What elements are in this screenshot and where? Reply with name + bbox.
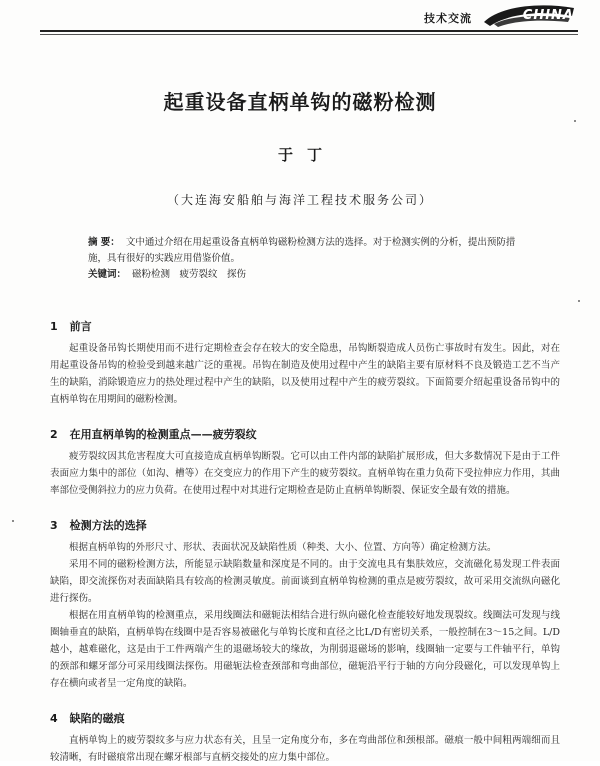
section-title: 前言 <box>69 320 92 333</box>
abstract-line <box>88 235 528 267</box>
abstract-text: 文中通过介绍在用起重设备直柄单钩磁粉检测方法的选择。对于检测实例的分析，提出预防措施，具有很好的实践应用借鉴价值。 <box>88 237 516 264</box>
body-paragraph: 起重设备吊钩长期使用而不进行定期检查会存在较大的安全隐患，吊钩断裂造成人员伤亡事故时有发生。因此，对在用起重设备吊钩的检验受到越来越广泛的重视。吊钩在制造及使用过程中产生的缺陷主要有原材料不良及锻造工艺不当产生的缺陷，消除锻造应力的热处理过程中产生的缺陷，以及使用过程中产生的疲劳裂纹。下面简要介绍起重设备吊钩中的直柄单钩在用期间的磁粉检测。 <box>50 343 560 405</box>
scan-speck <box>12 520 14 522</box>
keywords-label: 关键词： <box>88 269 127 280</box>
section-heading <box>50 426 560 442</box>
abstract-block <box>88 235 528 283</box>
section-heading <box>50 710 560 726</box>
page-header <box>424 2 576 28</box>
section-number: 1 <box>50 320 58 333</box>
keywords-line <box>88 267 528 283</box>
body-paragraph: 根据直柄单钩的外形尺寸、形状、表面状况及缺陷性质（种类、大小、位置、方向等）确定检测方法。 <box>69 542 497 553</box>
article-title: 起重设备直柄单钩的磁粉检测 <box>163 90 437 114</box>
body-paragraph: 疲劳裂纹因其危害程度大可直接造成直柄单钩断裂。它可以由工件内部的缺陷扩展形成，但大多数情况下是由于工件表面应力集中的部位（如沟、槽等）在交变应力的作用下产生的疲劳裂纹。直柄单钩在重力负荷下受拉伸应力作用，其曲率部位受侧斜拉力的应力负荷。在使用过程中对其进行定期检查是防止直柄单钩断裂、保证安全最有效的措施。 <box>50 451 560 496</box>
body-paragraph: 直柄单钩上的疲劳裂纹多与应力状态有关，且呈一定角度分布，多在弯曲部位和颈根部。磁痕一般中间粗两端细而且较清晰，有时磁痕常出现在螺牙根部与直柄交接处的应力集中部位。 <box>50 735 560 763</box>
header-rule <box>40 30 578 32</box>
section-number: 3 <box>50 519 58 532</box>
section-title: 缺陷的磁痕 <box>69 712 125 725</box>
section-number: 4 <box>50 712 58 725</box>
author-affiliation: （大连海安船舶与海洋工程技术服务公司） <box>166 193 433 207</box>
article-author: 于丁 <box>277 146 336 164</box>
scan-speck <box>578 300 580 302</box>
section-title: 在用直柄单钩的检测重点——疲劳裂纹 <box>69 428 257 441</box>
section-spacer <box>50 499 560 509</box>
section-number: 2 <box>50 428 58 441</box>
section-heading <box>50 517 560 533</box>
section-spacer <box>50 408 560 418</box>
journal-logo <box>480 2 576 28</box>
logo-text: CHINA <box>522 8 574 23</box>
header-section-label: 技术交流 <box>424 12 472 25</box>
header-rule-thin <box>40 34 578 35</box>
section-heading <box>50 318 560 334</box>
section-title: 检测方法的选择 <box>69 519 147 532</box>
section-spacer <box>50 692 560 702</box>
scan-speck <box>574 120 576 122</box>
article-body <box>50 310 560 766</box>
keywords-text: 磁粉检测 疲劳裂纹 探伤 <box>132 269 247 280</box>
body-paragraph: 采用不同的磁粉检测方法，所能显示缺陷数量和深度是不同的。由于交流电具有集肤效应，交流磁化易发现工件表面缺陷，即交流探伤对表面缺陷具有较高的检测灵敏度。前面谈到直柄单钩检测的重点是疲劳裂纹，故可采用交流纵向磁化进行探伤。 <box>50 559 560 604</box>
body-paragraph: 根据在用直柄单钩的检测重点，采用线圈法和磁轭法相结合进行纵向磁化检查能较好地发现裂纹。线圈法可发现与线圈轴垂直的缺陷，直柄单钩在线圈中是否容易被磁化与单钩长度和直径之比L/D有密切关系，一般控制在3～15之间。L/D越小，越难磁化，这是由于工件两端产生的退磁场较大的缘故，为削弱退磁场的影响，线圈轴一定要与工件轴平行，单钩的颈部和螺牙部分可采用线圈法探伤。用磁轭法检查颈部和弯曲部位，磁轭沿平行于轴的方向分段磁化，可以发现单钩上存在横向或者呈一定角度的缺陷。 <box>50 610 560 689</box>
abstract-label: 摘 要： <box>88 237 120 248</box>
